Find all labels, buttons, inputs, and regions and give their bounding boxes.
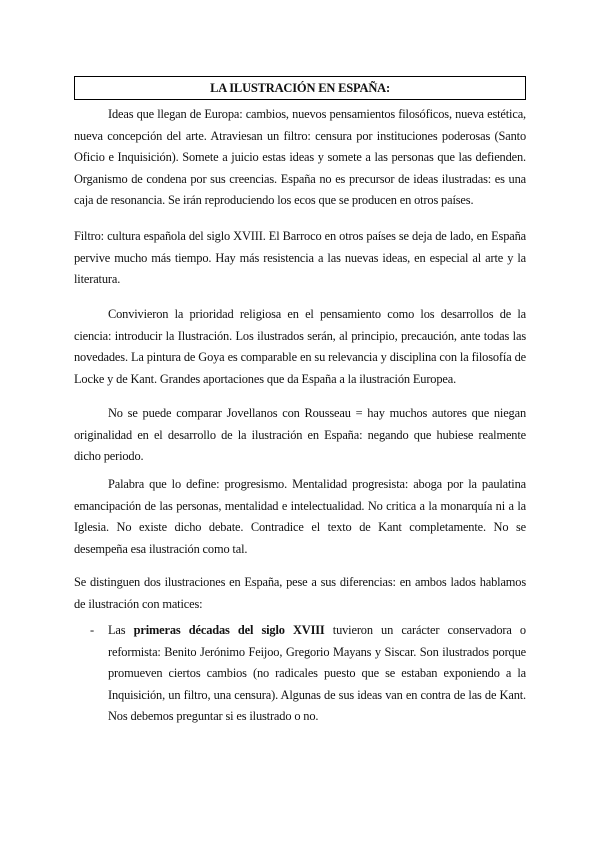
paragraph-jovellanos: No se puede comparar Jovellanos con Rousseau = hay muchos autores que niegan originalidad en el desarrollo de la ilustración en España: negando que hubiese realmente dicho periodo. <box>74 406 526 463</box>
paragraph-progresismo: Palabra que lo define: progresismo. Mentalidad progresista: aboga por la paulatina emancipación de las personas, mentalidad e intelectualidad. No critica a la monarquía ni a la Iglesia. No existe dicho debate. Contradice el texto de Kant completamente. No se desempeña esa ilustración como tal. <box>74 477 526 556</box>
paragraph-filtro: Filtro: cultura española del siglo XVIII. El Barroco en otros países se deja de lado, en España pervive mucho más tiempo. Hay más resistencia a las nuevas ideas, en especial al arte y la literatura. <box>74 229 526 286</box>
page-title: LA ILUSTRACIÓN EN ESPAÑA: <box>210 80 390 95</box>
bullet-lead: Las <box>108 623 134 637</box>
list-item <box>74 620 526 728</box>
title-box <box>74 76 526 100</box>
bullet-text <box>108 620 526 728</box>
bullet-dash: - <box>90 623 95 637</box>
bullet-rest: tuvieron un carácter conservadora o reformista: Benito Jerónimo Feijoo, Gregorio Mayans y Siscar. Son ilustrados porque promueven ciertos cambios (no radicales puesto que se estaban exponiendo a la Inquisición, un filtro, una censura). Algunas de sus ideas van en contra de las de Kant. Nos debemos preguntar si es ilustrado o no. <box>108 623 526 723</box>
paragraph-ideas-europa: Ideas que llegan de Europa: cambios, nuevos pensamientos filosóficos, nueva estética, nueva concepción del arte. Atraviesan un filtro: censura por instituciones poderosas (Santo Oficio e Inquisición). Somete a juicio estas ideas y somete a las personas que las defienden. Organismo de condena por sus creencias. España no es precursor de ideas ilustradas: es una caja de resonancia. Se irán reproduciendo los ecos que se producen en otros países. <box>74 107 526 207</box>
paragraph-convivieron: Convivieron la prioridad religiosa en el pensamiento como los desarrollos de la ciencia: introducir la Ilustración. Los ilustrados serán, al principio, precaución, ante todas las novedades. La pintura de Goya es comparable en su relevancia y disciplina con la filosofía de Locke y de Kant. Grandes aportaciones que da España a la ilustración Europea. <box>74 307 526 386</box>
bullet-bold-phrase: primeras décadas del siglo XVIII <box>133 623 325 637</box>
paragraph-dos-ilustraciones: Se distinguen dos ilustraciones en España, pese a sus diferencias: en ambos lados hablamos de ilustración con matices: <box>74 575 526 611</box>
